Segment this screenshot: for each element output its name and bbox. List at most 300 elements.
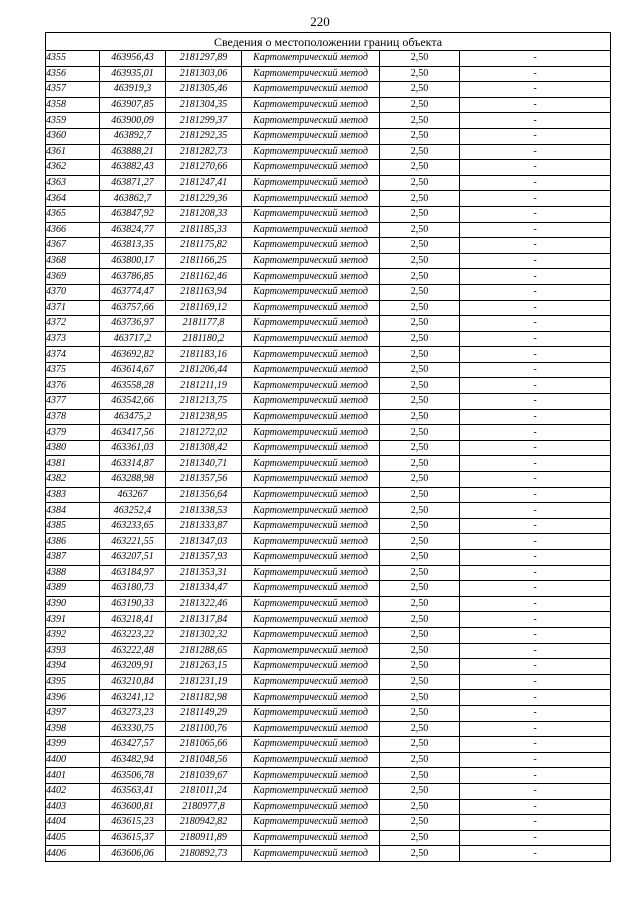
method-cell: Картометрический метод [242,830,380,846]
method-cell: Картометрический метод [242,284,380,300]
y-coordinate-cell: 2180892,73 [166,846,242,862]
table-row [46,51,611,67]
method-cell: Картометрический метод [242,331,380,347]
y-coordinate-cell: 2181305,46 [166,82,242,98]
y-coordinate-cell: 2181302,32 [166,627,242,643]
x-coordinate-cell: 463907,85 [100,97,166,113]
point-number-cell: 4367 [46,238,100,254]
description-cell: - [460,752,611,768]
point-number-cell: 4365 [46,206,100,222]
description-cell: - [460,284,611,300]
point-number-cell: 4396 [46,690,100,706]
boundary-coordinates-table [45,32,611,862]
y-coordinate-cell: 2181229,36 [166,191,242,207]
method-cell: Картометрический метод [242,721,380,737]
description-cell: - [460,362,611,378]
y-coordinate-cell: 2181149,29 [166,705,242,721]
accuracy-cell: 2,50 [380,550,460,566]
method-cell: Картометрический метод [242,362,380,378]
x-coordinate-cell: 463800,17 [100,253,166,269]
y-coordinate-cell: 2181263,15 [166,659,242,675]
accuracy-cell: 2,50 [380,222,460,238]
x-coordinate-cell: 463233,65 [100,518,166,534]
table-row [46,674,611,690]
y-coordinate-cell: 2181297,89 [166,51,242,67]
table-title-row [46,33,611,51]
x-coordinate-cell: 463475,2 [100,409,166,425]
x-coordinate-cell: 463482,94 [100,752,166,768]
method-cell: Картометрический метод [242,503,380,519]
x-coordinate-cell: 463180,73 [100,581,166,597]
y-coordinate-cell: 2181270,66 [166,160,242,176]
method-cell: Картометрический метод [242,82,380,98]
point-number-cell: 4373 [46,331,100,347]
point-number-cell: 4405 [46,830,100,846]
y-coordinate-cell: 2181356,64 [166,487,242,503]
y-coordinate-cell: 2181162,46 [166,269,242,285]
accuracy-cell: 2,50 [380,768,460,784]
point-number-cell: 4378 [46,409,100,425]
y-coordinate-cell: 2181100,76 [166,721,242,737]
description-cell: - [460,643,611,659]
description-cell: - [460,565,611,581]
y-coordinate-cell: 2181238,95 [166,409,242,425]
accuracy-cell: 2,50 [380,66,460,82]
y-coordinate-cell: 2181322,46 [166,596,242,612]
point-number-cell: 4356 [46,66,100,82]
method-cell: Картометрический метод [242,144,380,160]
accuracy-cell: 2,50 [380,440,460,456]
method-cell: Картометрический метод [242,487,380,503]
y-coordinate-cell: 2181272,02 [166,425,242,441]
point-number-cell: 4386 [46,534,100,550]
point-number-cell: 4377 [46,394,100,410]
y-coordinate-cell: 2180977,8 [166,799,242,815]
description-cell: - [460,425,611,441]
description-cell: - [460,253,611,269]
point-number-cell: 4372 [46,316,100,332]
description-cell: - [460,472,611,488]
method-cell: Картометрический метод [242,175,380,191]
accuracy-cell: 2,50 [380,799,460,815]
method-cell: Картометрический метод [242,222,380,238]
table-row [46,518,611,534]
point-number-cell: 4401 [46,768,100,784]
method-cell: Картометрический метод [242,472,380,488]
method-cell: Картометрический метод [242,394,380,410]
table-row [46,627,611,643]
accuracy-cell: 2,50 [380,846,460,862]
table-row [46,690,611,706]
point-number-cell: 4368 [46,253,100,269]
table-row [46,362,611,378]
point-number-cell: 4385 [46,518,100,534]
y-coordinate-cell: 2181163,94 [166,284,242,300]
x-coordinate-cell: 463221,55 [100,534,166,550]
y-coordinate-cell: 2181231,19 [166,674,242,690]
description-cell: - [460,487,611,503]
y-coordinate-cell: 2181180,2 [166,331,242,347]
table-row [46,830,611,846]
description-cell: - [460,581,611,597]
point-number-cell: 4402 [46,783,100,799]
point-number-cell: 4392 [46,627,100,643]
description-cell: - [460,846,611,862]
method-cell: Картометрический метод [242,51,380,67]
y-coordinate-cell: 2181208,33 [166,206,242,222]
method-cell: Картометрический метод [242,737,380,753]
y-coordinate-cell: 2181357,56 [166,472,242,488]
table-row [46,487,611,503]
y-coordinate-cell: 2181048,56 [166,752,242,768]
accuracy-cell: 2,50 [380,581,460,597]
method-cell: Картометрический метод [242,534,380,550]
description-cell: - [460,550,611,566]
method-cell: Картометрический метод [242,97,380,113]
y-coordinate-cell: 2181206,44 [166,362,242,378]
table-row [46,659,611,675]
method-cell: Картометрический метод [242,300,380,316]
accuracy-cell: 2,50 [380,565,460,581]
table-row [46,378,611,394]
table-row [46,284,611,300]
description-cell: - [460,830,611,846]
table-row [46,300,611,316]
point-number-cell: 4393 [46,643,100,659]
description-cell: - [460,331,611,347]
method-cell: Картометрический метод [242,378,380,394]
x-coordinate-cell: 463956,43 [100,51,166,67]
point-number-cell: 4387 [46,550,100,566]
x-coordinate-cell: 463563,41 [100,783,166,799]
point-number-cell: 4400 [46,752,100,768]
accuracy-cell: 2,50 [380,503,460,519]
description-cell: - [460,783,611,799]
point-number-cell: 4371 [46,300,100,316]
description-cell: - [460,768,611,784]
table-row [46,206,611,222]
method-cell: Картометрический метод [242,409,380,425]
accuracy-cell: 2,50 [380,238,460,254]
table-row [46,752,611,768]
point-number-cell: 4381 [46,456,100,472]
accuracy-cell: 2,50 [380,705,460,721]
method-cell: Картометрический метод [242,191,380,207]
description-cell: - [460,705,611,721]
description-cell: - [460,347,611,363]
method-cell: Картометрический метод [242,550,380,566]
point-number-cell: 4376 [46,378,100,394]
method-cell: Картометрический метод [242,752,380,768]
accuracy-cell: 2,50 [380,487,460,503]
method-cell: Картометрический метод [242,783,380,799]
accuracy-cell: 2,50 [380,51,460,67]
point-number-cell: 4394 [46,659,100,675]
method-cell: Картометрический метод [242,440,380,456]
table-row [46,409,611,425]
table-row [46,238,611,254]
table-row [46,721,611,737]
accuracy-cell: 2,50 [380,737,460,753]
point-number-cell: 4379 [46,425,100,441]
x-coordinate-cell: 463209,91 [100,659,166,675]
accuracy-cell: 2,50 [380,191,460,207]
x-coordinate-cell: 463252,4 [100,503,166,519]
y-coordinate-cell: 2181317,84 [166,612,242,628]
method-cell: Картометрический метод [242,456,380,472]
description-cell: - [460,160,611,176]
x-coordinate-cell: 463184,97 [100,565,166,581]
accuracy-cell: 2,50 [380,643,460,659]
method-cell: Картометрический метод [242,674,380,690]
point-number-cell: 4383 [46,487,100,503]
method-cell: Картометрический метод [242,768,380,784]
method-cell: Картометрический метод [242,316,380,332]
x-coordinate-cell: 463190,33 [100,596,166,612]
point-number-cell: 4355 [46,51,100,67]
method-cell: Картометрический метод [242,269,380,285]
accuracy-cell: 2,50 [380,752,460,768]
table-body [46,51,611,862]
table-row [46,97,611,113]
point-number-cell: 4390 [46,596,100,612]
method-cell: Картометрический метод [242,581,380,597]
y-coordinate-cell: 2181247,41 [166,175,242,191]
description-cell: - [460,378,611,394]
accuracy-cell: 2,50 [380,97,460,113]
description-cell: - [460,690,611,706]
point-number-cell: 4358 [46,97,100,113]
table-row [46,581,611,597]
y-coordinate-cell: 2181211,19 [166,378,242,394]
y-coordinate-cell: 2181183,16 [166,347,242,363]
point-number-cell: 4395 [46,674,100,690]
method-cell: Картометрический метод [242,612,380,628]
y-coordinate-cell: 2181340,71 [166,456,242,472]
method-cell: Картометрический метод [242,643,380,659]
description-cell: - [460,238,611,254]
description-cell: - [460,269,611,285]
accuracy-cell: 2,50 [380,300,460,316]
x-coordinate-cell: 463542,66 [100,394,166,410]
point-number-cell: 4398 [46,721,100,737]
point-number-cell: 4388 [46,565,100,581]
method-cell: Картометрический метод [242,690,380,706]
x-coordinate-cell: 463218,41 [100,612,166,628]
accuracy-cell: 2,50 [380,627,460,643]
x-coordinate-cell: 463692,82 [100,347,166,363]
method-cell: Картометрический метод [242,160,380,176]
accuracy-cell: 2,50 [380,425,460,441]
x-coordinate-cell: 463813,35 [100,238,166,254]
accuracy-cell: 2,50 [380,394,460,410]
accuracy-cell: 2,50 [380,518,460,534]
method-cell: Картометрический метод [242,565,380,581]
y-coordinate-cell: 2181182,98 [166,690,242,706]
description-cell: - [460,534,611,550]
description-cell: - [460,51,611,67]
y-coordinate-cell: 2181213,75 [166,394,242,410]
method-cell: Картометрический метод [242,347,380,363]
table-row [46,191,611,207]
y-coordinate-cell: 2181333,87 [166,518,242,534]
accuracy-cell: 2,50 [380,144,460,160]
x-coordinate-cell: 463506,78 [100,768,166,784]
accuracy-cell: 2,50 [380,721,460,737]
accuracy-cell: 2,50 [380,160,460,176]
x-coordinate-cell: 463717,2 [100,331,166,347]
point-number-cell: 4374 [46,347,100,363]
description-cell: - [460,440,611,456]
point-number-cell: 4406 [46,846,100,862]
y-coordinate-cell: 2181357,93 [166,550,242,566]
point-number-cell: 4389 [46,581,100,597]
accuracy-cell: 2,50 [380,409,460,425]
description-cell: - [460,674,611,690]
y-coordinate-cell: 2181185,33 [166,222,242,238]
method-cell: Картометрический метод [242,253,380,269]
y-coordinate-cell: 2181303,06 [166,66,242,82]
description-cell: - [460,721,611,737]
accuracy-cell: 2,50 [380,674,460,690]
point-number-cell: 4361 [46,144,100,160]
method-cell: Картометрический метод [242,66,380,82]
accuracy-cell: 2,50 [380,175,460,191]
table-row [46,144,611,160]
x-coordinate-cell: 463871,27 [100,175,166,191]
table-row [46,253,611,269]
description-cell: - [460,627,611,643]
point-number-cell: 4397 [46,705,100,721]
description-cell: - [460,394,611,410]
table-row [46,783,611,799]
x-coordinate-cell: 463614,67 [100,362,166,378]
description-cell: - [460,596,611,612]
method-cell: Картометрический метод [242,596,380,612]
x-coordinate-cell: 463919,3 [100,82,166,98]
description-cell: - [460,175,611,191]
x-coordinate-cell: 463600,81 [100,799,166,815]
accuracy-cell: 2,50 [380,253,460,269]
x-coordinate-cell: 463207,51 [100,550,166,566]
description-cell: - [460,612,611,628]
table-row [46,269,611,285]
y-coordinate-cell: 2181166,25 [166,253,242,269]
accuracy-cell: 2,50 [380,347,460,363]
y-coordinate-cell: 2181299,37 [166,113,242,129]
point-number-cell: 4403 [46,799,100,815]
y-coordinate-cell: 2180911,89 [166,830,242,846]
table-row [46,643,611,659]
description-cell: - [460,799,611,815]
x-coordinate-cell: 463847,92 [100,206,166,222]
x-coordinate-cell: 463900,09 [100,113,166,129]
x-coordinate-cell: 463757,66 [100,300,166,316]
accuracy-cell: 2,50 [380,82,460,98]
point-number-cell: 4399 [46,737,100,753]
description-cell: - [460,206,611,222]
method-cell: Картометрический метод [242,238,380,254]
x-coordinate-cell: 463888,21 [100,144,166,160]
description-cell: - [460,66,611,82]
description-cell: - [460,222,611,238]
point-number-cell: 4384 [46,503,100,519]
x-coordinate-cell: 463314,87 [100,456,166,472]
method-cell: Картометрический метод [242,128,380,144]
table-row [46,160,611,176]
accuracy-cell: 2,50 [380,378,460,394]
table-row [46,347,611,363]
table-row [46,768,611,784]
y-coordinate-cell: 2181288,65 [166,643,242,659]
accuracy-cell: 2,50 [380,659,460,675]
y-coordinate-cell: 2181334,47 [166,581,242,597]
accuracy-cell: 2,50 [380,316,460,332]
x-coordinate-cell: 463862,7 [100,191,166,207]
x-coordinate-cell: 463210,84 [100,674,166,690]
point-number-cell: 4357 [46,82,100,98]
method-cell: Картометрический метод [242,425,380,441]
y-coordinate-cell: 2181304,35 [166,97,242,113]
page-number: 220 [310,14,330,29]
point-number-cell: 4391 [46,612,100,628]
table-row [46,799,611,815]
point-number-cell: 4364 [46,191,100,207]
table-row [46,846,611,862]
description-cell: - [460,316,611,332]
x-coordinate-cell: 463223,22 [100,627,166,643]
point-number-cell: 4404 [46,815,100,831]
method-cell: Картометрический метод [242,113,380,129]
description-cell: - [460,456,611,472]
accuracy-cell: 2,50 [380,206,460,222]
table-row [46,113,611,129]
description-cell: - [460,409,611,425]
y-coordinate-cell: 2181292,35 [166,128,242,144]
x-coordinate-cell: 463427,57 [100,737,166,753]
point-number-cell: 4380 [46,440,100,456]
method-cell: Картометрический метод [242,846,380,862]
description-cell: - [460,815,611,831]
y-coordinate-cell: 2181308,42 [166,440,242,456]
accuracy-cell: 2,50 [380,284,460,300]
y-coordinate-cell: 2181175,82 [166,238,242,254]
point-number-cell: 4359 [46,113,100,129]
accuracy-cell: 2,50 [380,612,460,628]
y-coordinate-cell: 2180942,82 [166,815,242,831]
accuracy-cell: 2,50 [380,113,460,129]
accuracy-cell: 2,50 [380,331,460,347]
table-row [46,440,611,456]
method-cell: Картометрический метод [242,799,380,815]
table-row [46,596,611,612]
y-coordinate-cell: 2181338,53 [166,503,242,519]
x-coordinate-cell: 463267 [100,487,166,503]
point-number-cell: 4360 [46,128,100,144]
x-coordinate-cell: 463892,7 [100,128,166,144]
method-cell: Картометрический метод [242,206,380,222]
description-cell: - [460,659,611,675]
accuracy-cell: 2,50 [380,362,460,378]
table-row [46,472,611,488]
x-coordinate-cell: 463736,97 [100,316,166,332]
accuracy-cell: 2,50 [380,783,460,799]
table-row [46,394,611,410]
x-coordinate-cell: 463222,48 [100,643,166,659]
point-number-cell: 4369 [46,269,100,285]
table-row [46,175,611,191]
x-coordinate-cell: 463935,01 [100,66,166,82]
